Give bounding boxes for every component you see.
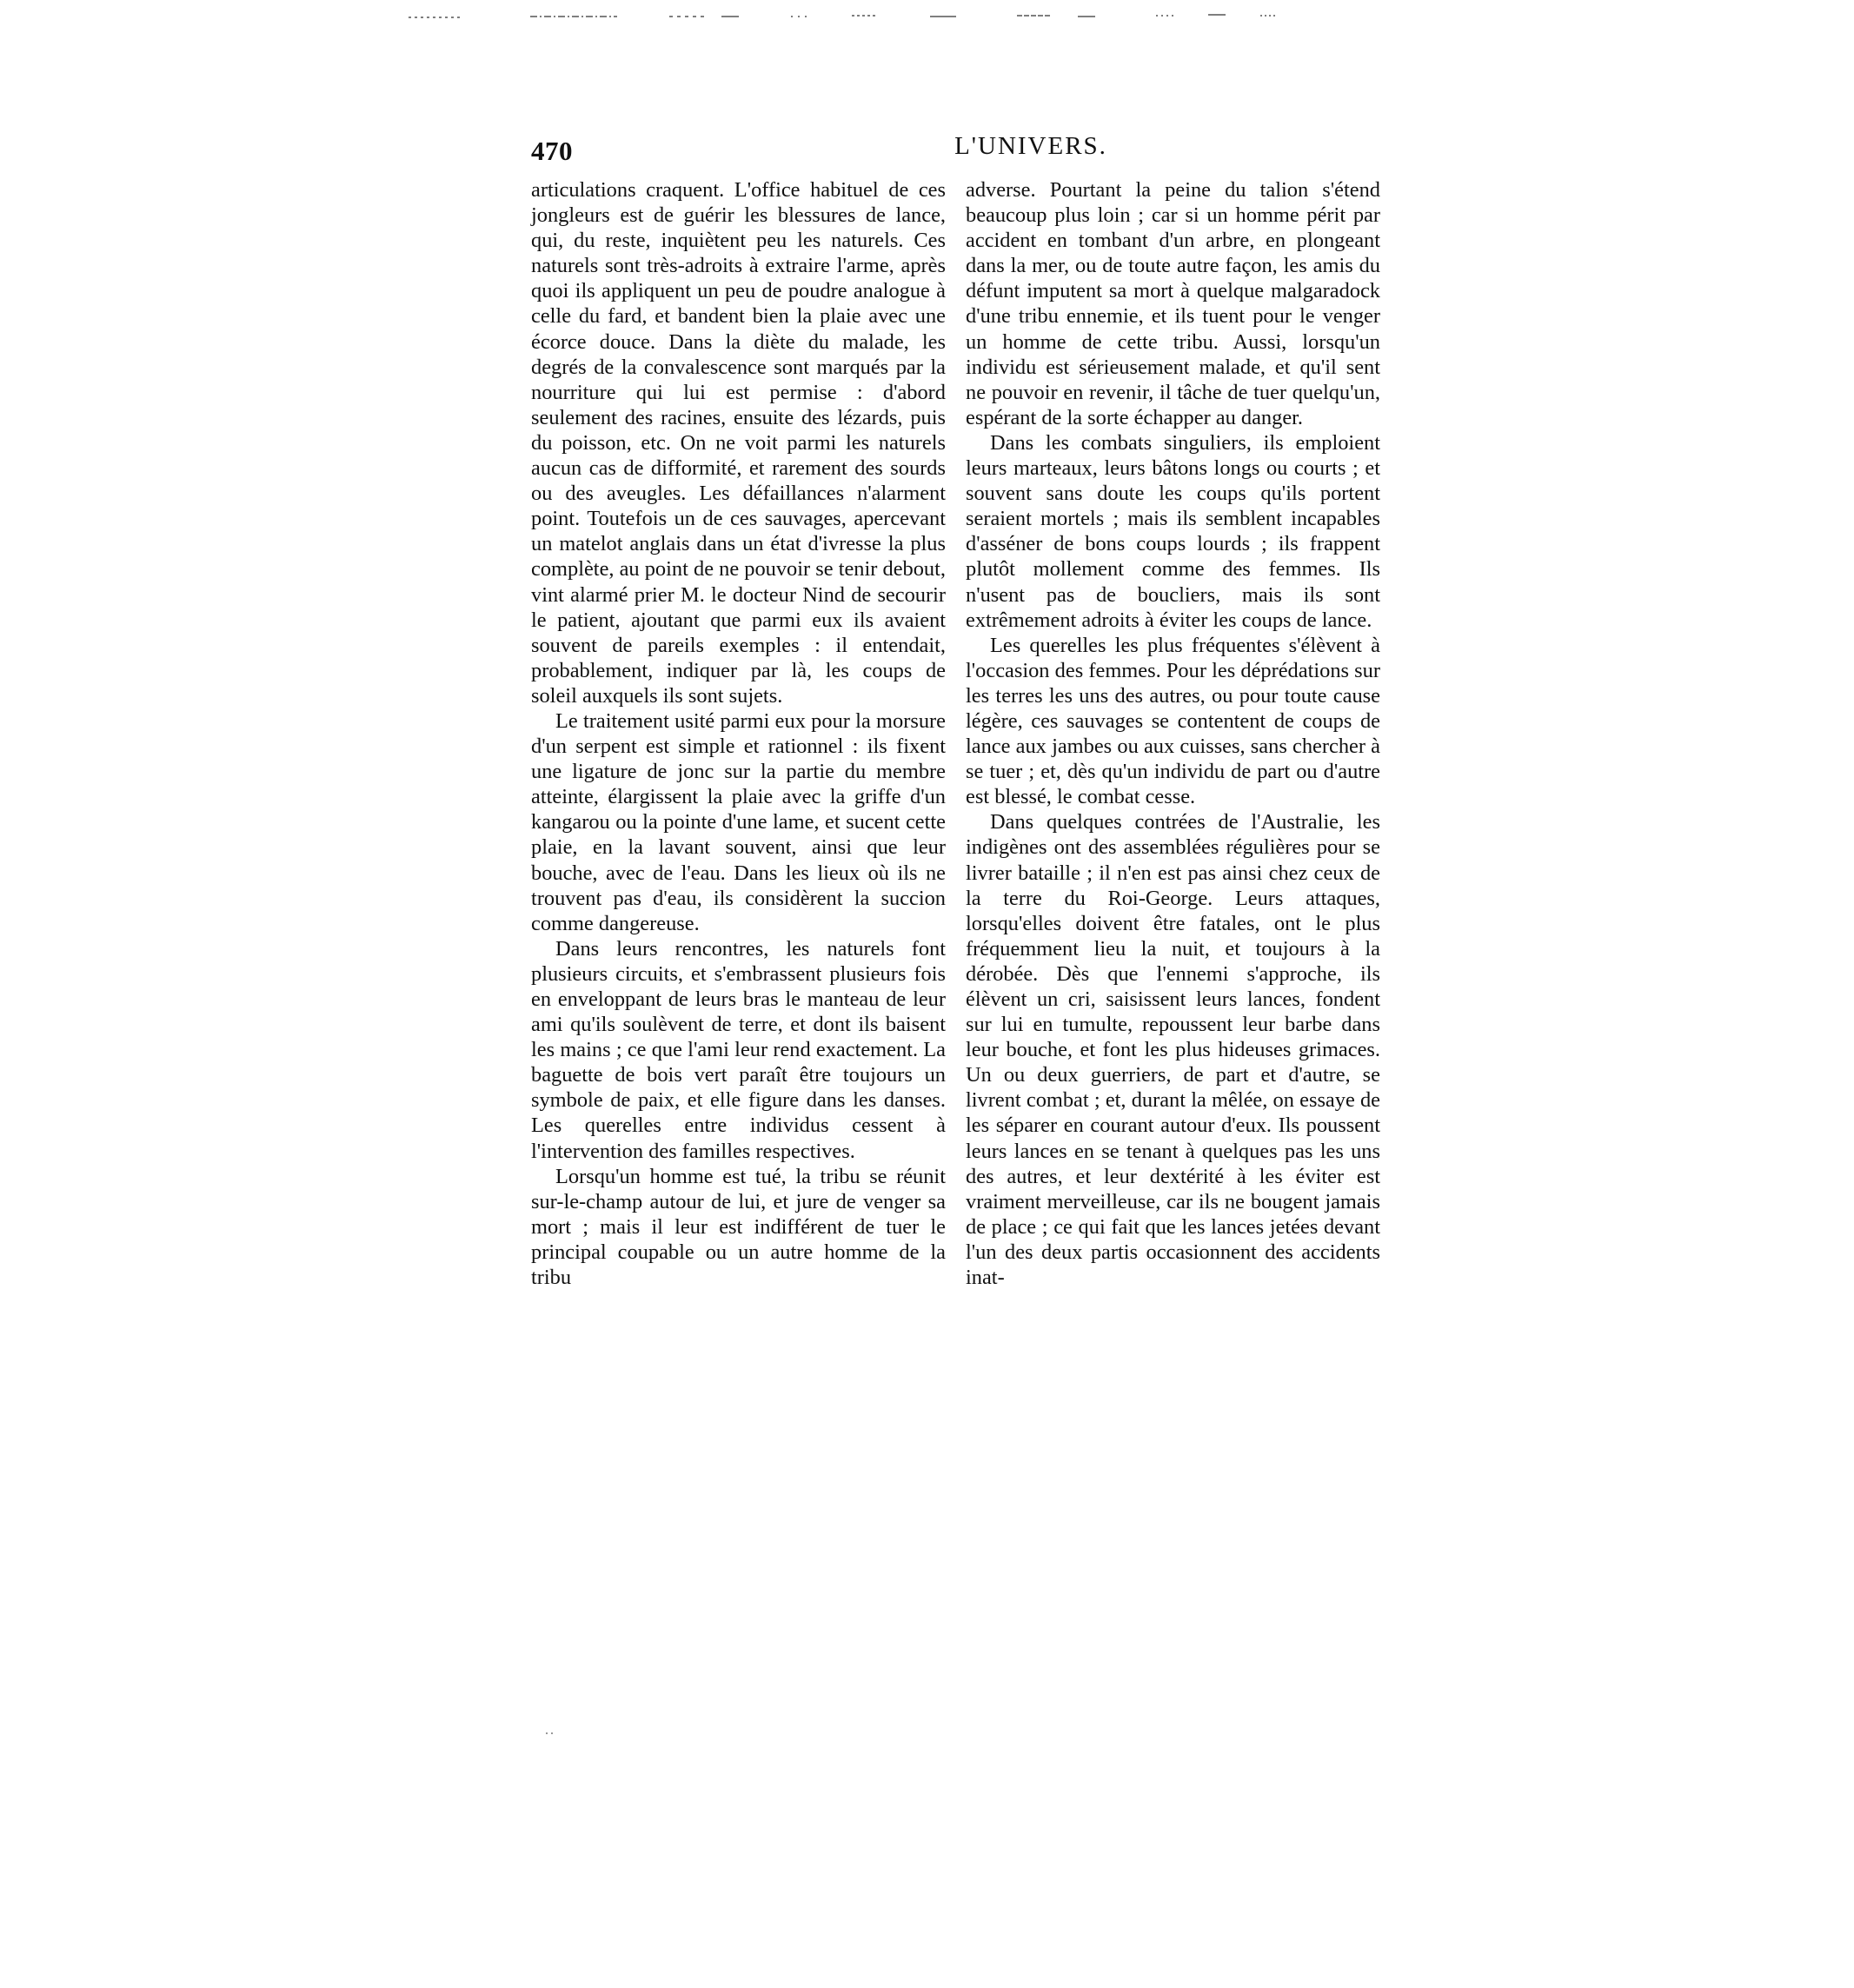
left-column <box>531 177 946 1290</box>
paragraph: adverse. Pourtant la peine du talion s'étend beaucoup plus loin ; car si un homme périt par accident en tombant d'un arbre, en plongeant dans la mer, ou de toute autre façon, les amis du défunt imputent sa mort à quelque malgaradock d'une tribu ennemie, et ils tuent pour le venger un homme de cette tribu. Aussi, lorsqu'un individu est sérieusement malade, et qu'il sent ne pouvoir en revenir, il tâche de tuer quelqu'un, espérant de la sorte échapper au danger. <box>966 178 1380 429</box>
right-column <box>966 177 1380 1290</box>
paragraph: Dans les combats singuliers, ils emploient leurs marteaux, leurs bâtons longs ou courts ; et souvent sans doute les coups qu'ils portent seraient mortels ; mais ils semblent incapables d'asséner de bons coups lourds ; ils frappent plutôt mollement comme des femmes. Ils n'usent pas de boucliers, mais ils sont extrêmement adroits à éviter les coups de lance. <box>966 430 1380 632</box>
running-title: L'UNIVERS. <box>954 132 1107 160</box>
paragraph: Le traitement usité parmi eux pour la morsure d'un serpent est simple et rationnel : ils fixent une ligature de jonc sur la partie du membre atteinte, élargissent la plaie avec la griffe d'un kangarou ou la pointe d'une lame, et sucent cette plaie, en la lavant souvent, ainsi que leur bouche, avec de l'eau. Dans les lieux où ils ne trouvent pas d'eau, ils considèrent la succion comme dangereuse. <box>531 708 946 935</box>
page-number: 470 <box>531 136 573 166</box>
paragraph: Dans leurs rencontres, les naturels font plusieurs circuits, et s'embrassent plusieurs fois en enveloppant de leurs bras le manteau de leur ami qu'ils soulèvent de terre, et dont ils baisent les mains ; ce que l'ami leur rend exactement. La baguette de bois vert paraît être toujours un symbole de paix, et elle figure dans les danses. Les querelles entre individus cessent à l'intervention des familles respectives. <box>531 936 946 1163</box>
book-page <box>531 132 1383 1558</box>
paragraph: articulations craquent. L'office habituel de ces jongleurs est de guérir les blessures de lance, qui, du reste, inquiètent peu les naturels. Ces naturels sont très-adroits à extraire l'arme, après quoi ils appliquent un peu de poudre analogue à celle du fard, et bandent bien la plaie avec une écorce douce. Dans la diète du malade, les degrés de la convalescence sont marqués par la nourriture qui lui est permise : d'abord seulement des racines, ensuite des lézards, puis du poisson, etc. On ne voit parmi les naturels aucun cas de difformité, et rarement des sourds ou des aveugles. Les défaillances n'alarment point. Toutefois un de ces sauvages, apercevant un matelot anglais dans un état d'ivresse la plus complète, au point de ne pouvoir se tenir debout, vint alarmé prier M. le docteur Nind de secourir le patient, ajoutant que parmi eux ils avaient souvent de pareils exemples : il entendait, probablement, indiquer par là, les coups de soleil auxquels ils sont sujets. <box>531 178 946 708</box>
scan-artifact-dots <box>544 1730 562 1737</box>
running-head <box>531 132 1383 170</box>
paragraph: Les querelles les plus fréquentes s'élèvent à l'occasion des femmes. Pour les déprédations sur les terres les uns des autres, ou pour toute cause légère, ces sauvages se contentent de coups de lance aux jambes ou aux cuisses, sans chercher à se tuer ; et, dès qu'un individu de part ou d'autre est blessé, le combat cesse. <box>966 633 1380 809</box>
scan-artifact-marks <box>409 12 1312 21</box>
paragraph: Lorsqu'un homme est tué, la tribu se réunit sur-le-champ autour de lui, et jure de venger sa mort ; mais il leur est indifférent de tuer le principal coupable ou un autre homme de la tribu <box>531 1164 946 1290</box>
paragraph: Dans quelques contrées de l'Australie, les indigènes ont des assemblées régulières pour se livrer bataille ; il n'en est pas ainsi chez ceux de la terre du Roi-George. Leurs attaques, lorsqu'elles doivent être fatales, ont le plus fréquemment lieu la nuit, et toujours à la dérobée. Dès que l'ennemi s'approche, ils élèvent un cri, saisissent leurs lances, fondent sur lui en tumulte, repoussent leur barbe dans leur bouche, et font les plus hideuses grimaces. Un ou deux guerriers, de part et d'autre, se livrent combat ; et, durant la mêlée, on essaye de les séparer en courant autour d'eux. Ils poussent leurs lances en se tenant à quelques pas les uns des autres, et leur dextérité à les éviter est vraiment merveilleuse, car ils ne bougent jamais de place ; ce qui fait que les lances jetées devant l'un des deux partis occasionnent des accidents inat- <box>966 810 1380 1290</box>
